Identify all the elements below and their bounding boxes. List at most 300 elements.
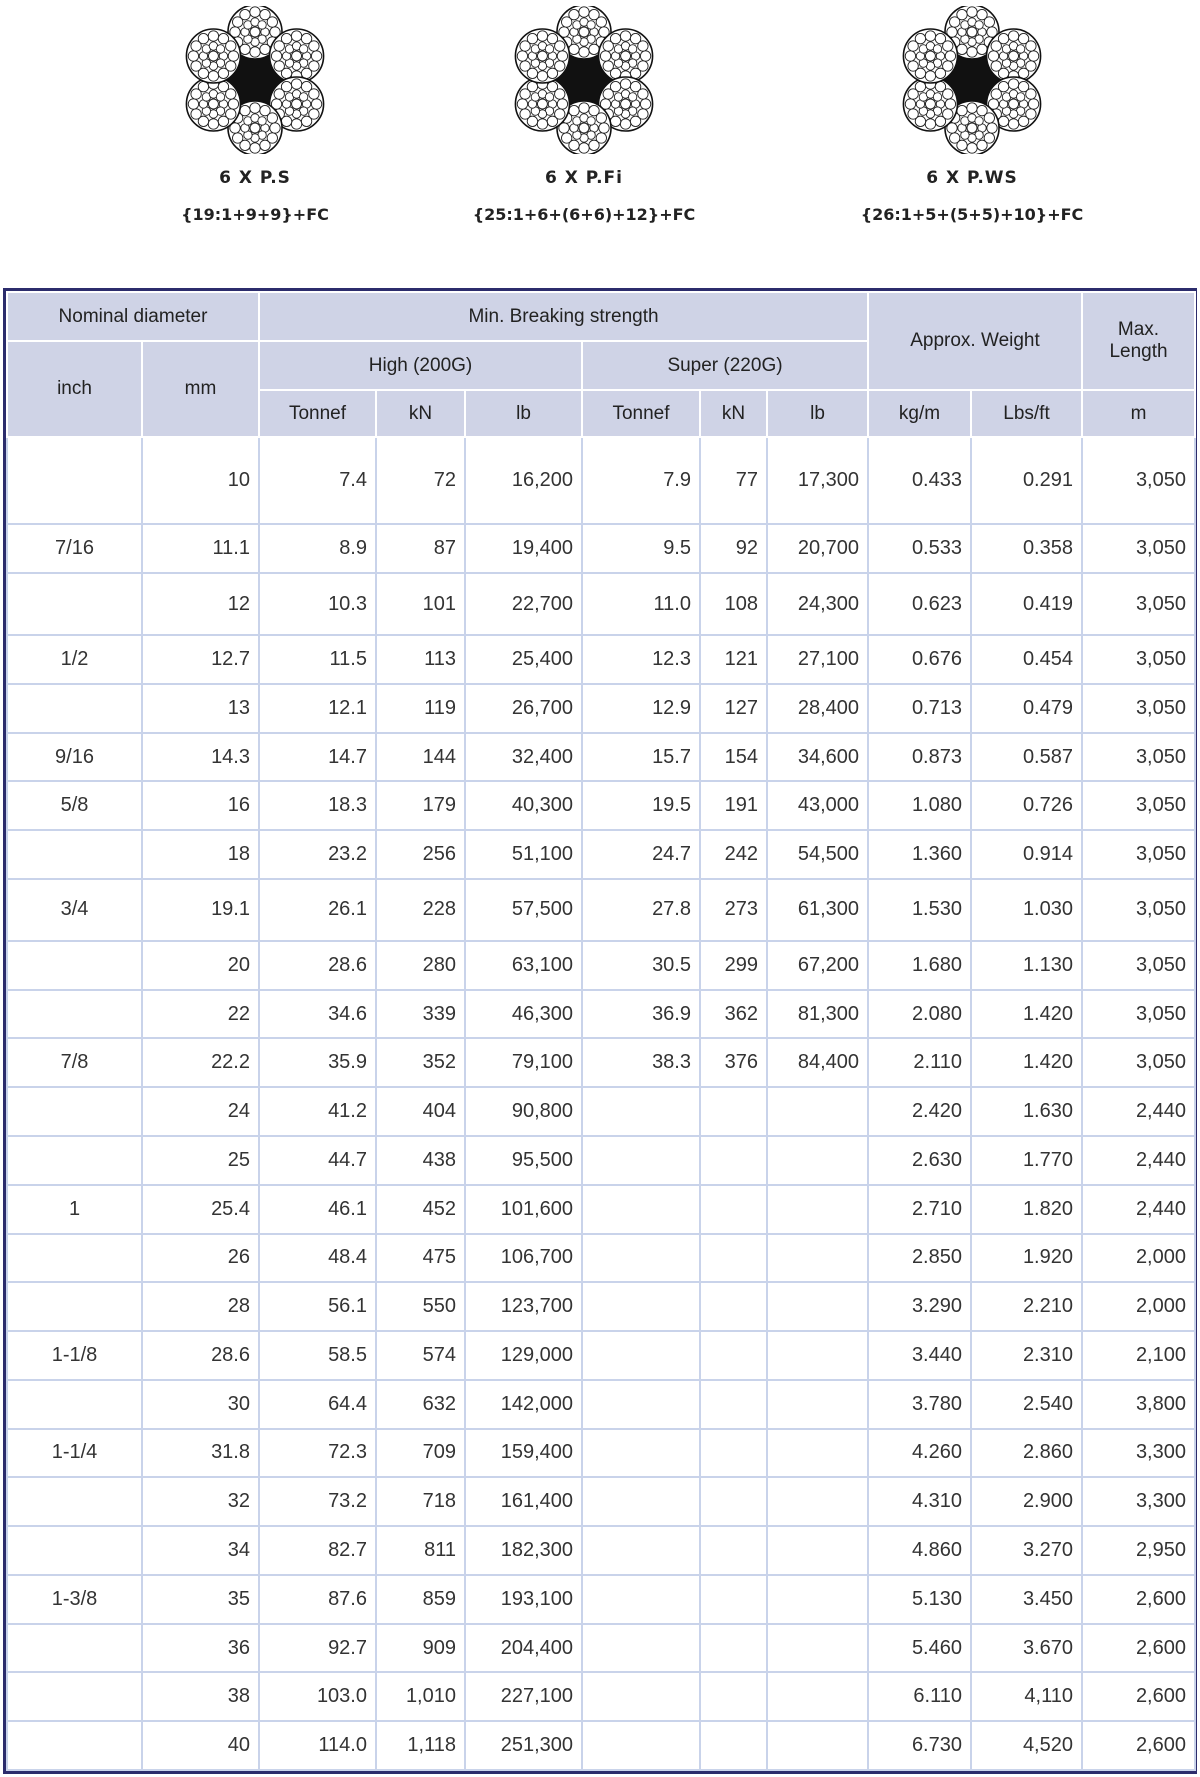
lb-high-cell: 182,300 (465, 1526, 582, 1575)
max-length-cell: 3,050 (1082, 733, 1195, 782)
kg-m-cell: 0.533 (868, 524, 971, 573)
lb-super-cell: 43,000 (767, 781, 868, 830)
mm-cell: 26 (142, 1234, 259, 1283)
kg-m-cell: 0.433 (868, 437, 971, 524)
lbs-ft-cell: 0.587 (971, 733, 1082, 782)
kg-m-cell: 1.530 (868, 879, 971, 941)
tonnef-super-cell: 11.0 (582, 573, 700, 635)
lbs-ft-cell: 1.770 (971, 1136, 1082, 1185)
kg-m-cell: 2.110 (868, 1038, 971, 1087)
kn-high-cell: 1,118 (376, 1721, 465, 1770)
table-row (7, 1282, 1195, 1331)
max-length-cell: 3,050 (1082, 879, 1195, 941)
mm-cell: 16 (142, 781, 259, 830)
max-length-cell: 3,050 (1082, 941, 1195, 990)
kn-high-cell: 718 (376, 1477, 465, 1526)
kn-super-cell: 77 (700, 437, 767, 524)
max-length-header: Max. Length (1082, 292, 1195, 390)
table-row (7, 1136, 1195, 1185)
rope-spec-table (3, 288, 1197, 1774)
mm-cell: 11.1 (142, 524, 259, 573)
mm-cell: 13 (142, 684, 259, 733)
inch-cell: 7/16 (7, 524, 142, 573)
kg-m-cell: 3.290 (868, 1282, 971, 1331)
kn-super-cell: 154 (700, 733, 767, 782)
table-row (7, 1477, 1195, 1526)
max-length-cell: 3,050 (1082, 524, 1195, 573)
tonnef-super-cell (582, 1672, 700, 1721)
kn-high-cell: 339 (376, 990, 465, 1039)
kn-super-cell: 299 (700, 941, 767, 990)
table-row (7, 1234, 1195, 1283)
tonnef-super-cell: 36.9 (582, 990, 700, 1039)
tonnef-super-cell (582, 1282, 700, 1331)
lb-super-cell: 81,300 (767, 990, 868, 1039)
inch-cell: 7/8 (7, 1038, 142, 1087)
kn-super-cell: 108 (700, 573, 767, 635)
kn-high-cell: 859 (376, 1575, 465, 1624)
kn-super-cell (700, 1234, 767, 1283)
kn-high-cell: 550 (376, 1282, 465, 1331)
kn-high-cell: 144 (376, 733, 465, 782)
lb-high-cell: 204,400 (465, 1624, 582, 1673)
kn-high-cell: 438 (376, 1136, 465, 1185)
kn-high-header: kN (376, 390, 465, 437)
inch-cell (7, 1672, 142, 1721)
table-row (7, 941, 1195, 990)
mm-cell: 22.2 (142, 1038, 259, 1087)
kg-m-cell: 0.676 (868, 635, 971, 684)
kg-m-cell: 2.710 (868, 1185, 971, 1234)
tonnef-high-cell: 46.1 (259, 1185, 376, 1234)
mm-cell: 25 (142, 1136, 259, 1185)
lbs-ft-cell: 1.420 (971, 1038, 1082, 1087)
lb-high-cell: 22,700 (465, 573, 582, 635)
kn-high-cell: 811 (376, 1526, 465, 1575)
lb-super-header: lb (767, 390, 868, 437)
mm-cell: 20 (142, 941, 259, 990)
lbs-ft-cell: 2.540 (971, 1380, 1082, 1429)
tonnef-high-cell: 7.4 (259, 437, 376, 524)
lb-high-cell: 63,100 (465, 941, 582, 990)
max-length-cell: 3,050 (1082, 781, 1195, 830)
lb-super-cell: 24,300 (767, 573, 868, 635)
table-row (7, 1575, 1195, 1624)
kn-super-cell (700, 1526, 767, 1575)
kg-m-header: kg/m (868, 390, 971, 437)
kn-super-cell (700, 1477, 767, 1526)
tonnef-super-cell: 7.9 (582, 437, 700, 524)
kn-super-cell (700, 1672, 767, 1721)
table-row (7, 1380, 1195, 1429)
tonnef-super-cell (582, 1185, 700, 1234)
tonnef-high-cell: 28.6 (259, 941, 376, 990)
mm-cell: 25.4 (142, 1185, 259, 1234)
mm-cell: 24 (142, 1087, 259, 1136)
mm-cell: 19.1 (142, 879, 259, 941)
tonnef-high-cell: 64.4 (259, 1380, 376, 1429)
rope-diagrams (0, 0, 1200, 270)
rope-diagram-ps (105, 6, 405, 224)
table-row (7, 990, 1195, 1039)
lb-high-cell: 40,300 (465, 781, 582, 830)
tonnef-high-cell: 10.3 (259, 573, 376, 635)
lb-super-cell: 17,300 (767, 437, 868, 524)
tonnef-super-cell (582, 1234, 700, 1283)
lbs-ft-cell: 1.030 (971, 879, 1082, 941)
mm-cell: 12 (142, 573, 259, 635)
lbs-ft-cell: 0.479 (971, 684, 1082, 733)
max-length-cell: 3,050 (1082, 635, 1195, 684)
inch-cell (7, 1526, 142, 1575)
inch-cell (7, 437, 142, 524)
kn-high-cell: 709 (376, 1429, 465, 1478)
tonnef-high-cell: 44.7 (259, 1136, 376, 1185)
table-row (7, 1087, 1195, 1136)
lb-high-cell: 142,000 (465, 1380, 582, 1429)
tonnef-high-header: Tonnef (259, 390, 376, 437)
kg-m-cell: 0.873 (868, 733, 971, 782)
kn-high-cell: 632 (376, 1380, 465, 1429)
lb-super-cell (767, 1477, 868, 1526)
tonnef-high-cell: 87.6 (259, 1575, 376, 1624)
lbs-ft-cell: 0.726 (971, 781, 1082, 830)
kn-high-cell: 404 (376, 1087, 465, 1136)
lb-high-cell: 193,100 (465, 1575, 582, 1624)
lbs-ft-cell: 0.454 (971, 635, 1082, 684)
max-length-cell: 3,300 (1082, 1429, 1195, 1478)
tonnef-super-header: Tonnef (582, 390, 700, 437)
lb-high-cell: 95,500 (465, 1136, 582, 1185)
lb-super-cell (767, 1087, 868, 1136)
kg-m-cell: 1.680 (868, 941, 971, 990)
lb-high-cell: 19,400 (465, 524, 582, 573)
tonnef-high-cell: 8.9 (259, 524, 376, 573)
inch-cell: 9/16 (7, 733, 142, 782)
max-length-cell: 2,600 (1082, 1575, 1195, 1624)
inch-header: inch (7, 341, 142, 437)
lbs-ft-cell: 2.310 (971, 1331, 1082, 1380)
kn-super-cell: 273 (700, 879, 767, 941)
wire-rope-cross-section-icon (170, 6, 340, 154)
max-length-cell: 3,050 (1082, 573, 1195, 635)
lb-super-cell (767, 1672, 868, 1721)
lbs-ft-cell: 1.130 (971, 941, 1082, 990)
tonnef-high-cell: 26.1 (259, 879, 376, 941)
table-row (7, 1331, 1195, 1380)
lb-super-cell (767, 1282, 868, 1331)
mm-cell: 10 (142, 437, 259, 524)
lb-super-cell (767, 1380, 868, 1429)
mm-cell: 38 (142, 1672, 259, 1721)
kn-high-cell: 909 (376, 1624, 465, 1673)
kn-high-cell: 179 (376, 781, 465, 830)
kn-high-cell: 256 (376, 830, 465, 879)
tonnef-high-cell: 72.3 (259, 1429, 376, 1478)
lb-high-cell: 32,400 (465, 733, 582, 782)
kn-super-cell (700, 1331, 767, 1380)
table-row (7, 1721, 1195, 1770)
inch-cell: 1 (7, 1185, 142, 1234)
table-row (7, 1185, 1195, 1234)
super-grade-header: Super (220G) (582, 341, 868, 390)
lbs-ft-cell: 1.820 (971, 1185, 1082, 1234)
tonnef-super-cell: 12.3 (582, 635, 700, 684)
inch-cell (7, 830, 142, 879)
tonnef-super-cell: 24.7 (582, 830, 700, 879)
m-header: m (1082, 390, 1195, 437)
kg-m-cell: 6.110 (868, 1672, 971, 1721)
tonnef-super-cell (582, 1429, 700, 1478)
kg-m-cell: 0.713 (868, 684, 971, 733)
table-row (7, 1429, 1195, 1478)
kn-super-cell (700, 1575, 767, 1624)
table-row (7, 879, 1195, 941)
lb-super-cell (767, 1136, 868, 1185)
tonnef-high-cell: 56.1 (259, 1282, 376, 1331)
rope-name: 6 X P.Fi (544, 168, 623, 188)
kn-super-header: kN (700, 390, 767, 437)
kn-high-cell: 1,010 (376, 1672, 465, 1721)
lbs-ft-cell: 1.630 (971, 1087, 1082, 1136)
max-length-cell: 2,950 (1082, 1526, 1195, 1575)
tonnef-high-cell: 11.5 (259, 635, 376, 684)
kg-m-cell: 3.440 (868, 1331, 971, 1380)
lbs-ft-cell: 3.270 (971, 1526, 1082, 1575)
max-length-cell: 2,600 (1082, 1672, 1195, 1721)
inch-cell (7, 1721, 142, 1770)
kn-super-cell: 362 (700, 990, 767, 1039)
kn-super-cell (700, 1624, 767, 1673)
max-length-cell: 3,050 (1082, 437, 1195, 524)
rope-diagram-pws (822, 6, 1122, 224)
mm-cell: 40 (142, 1721, 259, 1770)
lb-super-cell (767, 1526, 868, 1575)
lb-high-cell: 159,400 (465, 1429, 582, 1478)
kg-m-cell: 5.130 (868, 1575, 971, 1624)
tonnef-super-cell: 27.8 (582, 879, 700, 941)
lb-high-cell: 161,400 (465, 1477, 582, 1526)
mm-cell: 18 (142, 830, 259, 879)
kn-super-cell: 242 (700, 830, 767, 879)
table-row (7, 1624, 1195, 1673)
rope-diagram-pfi (434, 6, 734, 224)
inch-cell (7, 941, 142, 990)
tonnef-high-cell: 18.3 (259, 781, 376, 830)
inch-cell (7, 1087, 142, 1136)
lbs-ft-header: Lbs/ft (971, 390, 1082, 437)
lb-high-cell: 46,300 (465, 990, 582, 1039)
rope-name: 6 X P.WS (926, 168, 1018, 188)
mm-cell: 31.8 (142, 1429, 259, 1478)
max-length-cell: 3,050 (1082, 830, 1195, 879)
mm-cell: 22 (142, 990, 259, 1039)
lbs-ft-cell: 2.860 (971, 1429, 1082, 1478)
lb-high-cell: 251,300 (465, 1721, 582, 1770)
tonnef-super-cell (582, 1575, 700, 1624)
inch-cell (7, 990, 142, 1039)
lb-super-cell: 34,600 (767, 733, 868, 782)
kg-m-cell: 1.360 (868, 830, 971, 879)
lb-high-cell: 57,500 (465, 879, 582, 941)
max-length-cell: 3,050 (1082, 684, 1195, 733)
tonnef-super-cell (582, 1477, 700, 1526)
lbs-ft-cell: 2.900 (971, 1477, 1082, 1526)
kn-high-cell: 72 (376, 437, 465, 524)
kn-super-cell (700, 1282, 767, 1331)
lb-super-cell (767, 1575, 868, 1624)
tonnef-high-cell: 82.7 (259, 1526, 376, 1575)
lb-super-cell: 61,300 (767, 879, 868, 941)
high-grade-header: High (200G) (259, 341, 582, 390)
lbs-ft-cell: 0.914 (971, 830, 1082, 879)
lb-super-cell (767, 1624, 868, 1673)
tonnef-high-cell: 48.4 (259, 1234, 376, 1283)
lb-super-cell (767, 1429, 868, 1478)
kg-m-cell: 2.080 (868, 990, 971, 1039)
rope-name: 6 X P.S (219, 168, 291, 188)
table-row (7, 573, 1195, 635)
kg-m-cell: 2.630 (868, 1136, 971, 1185)
mm-cell: 30 (142, 1380, 259, 1429)
tonnef-high-cell: 92.7 (259, 1624, 376, 1673)
kg-m-cell: 2.420 (868, 1087, 971, 1136)
max-length-cell: 3,050 (1082, 1038, 1195, 1087)
lb-high-cell: 51,100 (465, 830, 582, 879)
tonnef-high-cell: 35.9 (259, 1038, 376, 1087)
kn-high-cell: 119 (376, 684, 465, 733)
kn-high-cell: 280 (376, 941, 465, 990)
inch-cell (7, 1380, 142, 1429)
inch-cell (7, 1624, 142, 1673)
tonnef-super-cell: 38.3 (582, 1038, 700, 1087)
max-length-cell: 3,300 (1082, 1477, 1195, 1526)
lbs-ft-cell: 0.358 (971, 524, 1082, 573)
kn-super-cell: 376 (700, 1038, 767, 1087)
approx-weight-header: Approx. Weight (868, 292, 1082, 390)
table-row (7, 437, 1195, 524)
table-row (7, 524, 1195, 573)
max-length-cell: 2,600 (1082, 1624, 1195, 1673)
kg-m-cell: 4.260 (868, 1429, 971, 1478)
table-row (7, 733, 1195, 782)
tonnef-super-cell (582, 1380, 700, 1429)
tonnef-high-cell: 73.2 (259, 1477, 376, 1526)
rope-formula: {19:1+9+9}+FC (181, 205, 329, 224)
kn-high-cell: 101 (376, 573, 465, 635)
inch-cell (7, 684, 142, 733)
kn-high-cell: 352 (376, 1038, 465, 1087)
lb-super-cell (767, 1331, 868, 1380)
max-length-cell: 2,100 (1082, 1331, 1195, 1380)
table-row (7, 1038, 1195, 1087)
inch-cell (7, 1136, 142, 1185)
lb-high-header: lb (465, 390, 582, 437)
lb-super-cell: 67,200 (767, 941, 868, 990)
tonnef-high-cell: 14.7 (259, 733, 376, 782)
mm-cell: 28 (142, 1282, 259, 1331)
max-length-cell: 2,000 (1082, 1234, 1195, 1283)
inch-cell (7, 1282, 142, 1331)
kn-high-cell: 113 (376, 635, 465, 684)
lbs-ft-cell: 1.420 (971, 990, 1082, 1039)
mm-cell: 14.3 (142, 733, 259, 782)
tonnef-super-cell (582, 1721, 700, 1770)
tonnef-super-cell (582, 1087, 700, 1136)
mm-cell: 32 (142, 1477, 259, 1526)
table-row (7, 635, 1195, 684)
mm-cell: 36 (142, 1624, 259, 1673)
rope-formula: {26:1+5+(5+5)+10}+FC (860, 205, 1084, 224)
tonnef-super-cell: 19.5 (582, 781, 700, 830)
lb-high-cell: 106,700 (465, 1234, 582, 1283)
tonnef-high-cell: 41.2 (259, 1087, 376, 1136)
mm-cell: 28.6 (142, 1331, 259, 1380)
inch-cell: 1-3/8 (7, 1575, 142, 1624)
lbs-ft-cell: 4,110 (971, 1672, 1082, 1721)
kn-high-cell: 87 (376, 524, 465, 573)
kg-m-cell: 5.460 (868, 1624, 971, 1673)
tonnef-super-cell (582, 1526, 700, 1575)
lb-high-cell: 26,700 (465, 684, 582, 733)
mm-header: mm (142, 341, 259, 437)
lbs-ft-cell: 4,520 (971, 1721, 1082, 1770)
inch-cell: 1-1/8 (7, 1331, 142, 1380)
tonnef-high-cell: 114.0 (259, 1721, 376, 1770)
lb-super-cell (767, 1234, 868, 1283)
tonnef-high-cell: 58.5 (259, 1331, 376, 1380)
kn-super-cell (700, 1136, 767, 1185)
kn-super-cell (700, 1380, 767, 1429)
kg-m-cell: 2.850 (868, 1234, 971, 1283)
kn-super-cell (700, 1185, 767, 1234)
lb-super-cell: 84,400 (767, 1038, 868, 1087)
lb-super-cell (767, 1185, 868, 1234)
wire-rope-cross-section-icon (887, 6, 1057, 154)
inch-cell: 5/8 (7, 781, 142, 830)
inch-cell (7, 1234, 142, 1283)
lb-high-cell: 123,700 (465, 1282, 582, 1331)
table-row (7, 781, 1195, 830)
kn-super-cell (700, 1721, 767, 1770)
tonnef-super-cell: 9.5 (582, 524, 700, 573)
inch-cell (7, 1477, 142, 1526)
rope-formula: {25:1+6+(6+6)+12}+FC (472, 205, 696, 224)
lbs-ft-cell: 1.920 (971, 1234, 1082, 1283)
lb-high-cell: 90,800 (465, 1087, 582, 1136)
tonnef-high-cell: 103.0 (259, 1672, 376, 1721)
tonnef-super-cell: 12.9 (582, 684, 700, 733)
inch-cell: 1-1/4 (7, 1429, 142, 1478)
table-row (7, 1672, 1195, 1721)
kn-high-cell: 475 (376, 1234, 465, 1283)
tonnef-super-cell: 15.7 (582, 733, 700, 782)
table-row (7, 1526, 1195, 1575)
max-length-cell: 3,800 (1082, 1380, 1195, 1429)
lb-high-cell: 227,100 (465, 1672, 582, 1721)
kn-high-cell: 228 (376, 879, 465, 941)
kn-super-cell: 121 (700, 635, 767, 684)
kg-m-cell: 4.310 (868, 1477, 971, 1526)
tonnef-high-cell: 23.2 (259, 830, 376, 879)
kn-super-cell: 191 (700, 781, 767, 830)
tonnef-super-cell (582, 1331, 700, 1380)
lbs-ft-cell: 3.450 (971, 1575, 1082, 1624)
mm-cell: 12.7 (142, 635, 259, 684)
tonnef-super-cell (582, 1136, 700, 1185)
lb-high-cell: 101,600 (465, 1185, 582, 1234)
kg-m-cell: 3.780 (868, 1380, 971, 1429)
